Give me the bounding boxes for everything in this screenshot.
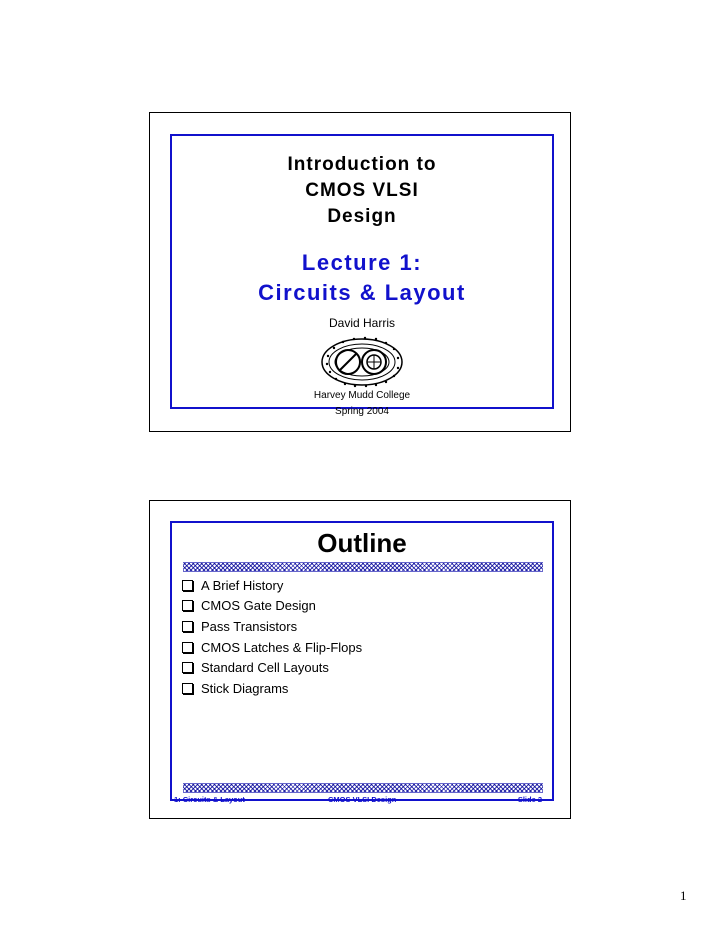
- college-seal-icon: [318, 336, 406, 388]
- bullet-text: CMOS Latches & Flip-Flops: [201, 639, 363, 655]
- checkbox-bullet-icon: [182, 642, 193, 653]
- college-name: Harvey Mudd College: [313, 390, 411, 401]
- page-number: 1: [680, 888, 687, 903]
- bullet-text: Pass Transistors: [201, 618, 298, 634]
- checkbox-bullet-icon: [182, 662, 193, 673]
- course-title: Introduction to CMOS VLSI Design: [287, 154, 437, 227]
- footer-slide-number: Slide 2: [517, 795, 542, 804]
- list-item: [182, 596, 362, 617]
- bullet-text: Stick Diagrams: [201, 680, 289, 696]
- slide-2-border: [170, 521, 554, 804]
- footer-course: CMOS VLSI Design: [328, 795, 397, 804]
- term-label: Spring 2004: [335, 406, 389, 417]
- bullet-list: [182, 575, 362, 699]
- slide-2: [149, 500, 571, 819]
- bullet-text: CMOS Gate Design: [201, 598, 316, 614]
- slide-title: Outline: [317, 528, 407, 558]
- list-item: [182, 678, 362, 699]
- footer-divider: [183, 783, 543, 793]
- footer-lecture: 1: Circuits & Layout: [174, 795, 245, 804]
- checkbox-bullet-icon: [182, 683, 193, 694]
- slide-1: [149, 112, 571, 432]
- list-item: [182, 637, 362, 658]
- checkbox-bullet-icon: [182, 600, 193, 611]
- author-name: David Harris: [328, 316, 395, 330]
- slide-1-border: [170, 134, 554, 417]
- checkbox-bullet-icon: [182, 621, 193, 632]
- bullet-text: A Brief History: [201, 577, 284, 593]
- list-item: [182, 616, 362, 637]
- lecture-title: Lecture 1: Circuits & Layout: [258, 250, 466, 305]
- title-divider: [183, 562, 543, 572]
- list-item: [182, 657, 362, 678]
- list-item: [182, 575, 362, 596]
- checkbox-bullet-icon: [182, 580, 193, 591]
- bullet-text: Standard Cell Layouts: [201, 660, 329, 676]
